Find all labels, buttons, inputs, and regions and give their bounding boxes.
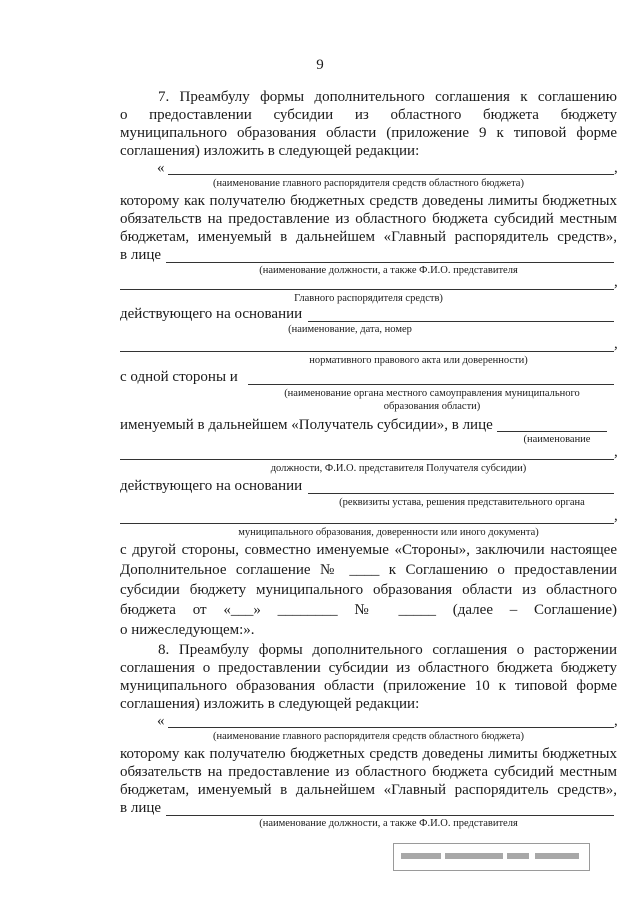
s8-fill-line-grbs (168, 727, 614, 728)
s7-fill-line-rekv (308, 493, 614, 494)
s7-fill-line-grbs2 (120, 289, 614, 290)
s7-fill-line-basis (308, 321, 614, 322)
s7-line-2: о предоставлении субсидии из областного бюджета бюджету (120, 107, 617, 123)
s8-line-2: соглашения о предоставлении субсидии из областного бюджета бюджету (120, 660, 617, 676)
s8-line-3: муниципального образования области (приложение 10 к типовой форме (120, 678, 617, 694)
s7-line-3: муниципального образования области (приложение 9 к типовой форме (120, 125, 617, 141)
s7-fill-line-rep (120, 459, 614, 460)
s8-body-3: бюджетам, именуемый в дальнейшем «Главный распорядитель средств», (120, 782, 617, 798)
s8-caption-grbs: (наименование главного распорядителя средств областного бюджета) (213, 731, 524, 742)
s7-comma-5: , (614, 508, 618, 524)
s7-fill-line-lsg (248, 384, 614, 385)
s7-comma-3: , (614, 336, 618, 352)
s7-caption-grbs2: Главного распорядителя средств) (294, 293, 443, 304)
s7-comma-2: , (614, 274, 618, 290)
s7-in-person: в лице (120, 247, 162, 263)
s7-body-1: которому как получателю бюджетных средств доведены лимиты бюджетных (120, 193, 617, 209)
stamp-marks-icon (395, 844, 588, 868)
s7-caption-rep: должности, Ф.И.О. представителя Получателя субсидии) (270, 463, 527, 474)
s7-line-4: соглашения) изложить в следующей редакции: (120, 143, 420, 159)
s8-fill-line-position (166, 815, 614, 816)
s8-line-4: соглашения) изложить в следующей редакции: (120, 696, 420, 712)
s7-other-side-4: бюджета от «___» ________ № _____ (далее – Соглашение) (120, 602, 617, 618)
s7-named-recipient: именуемый в дальнейшем «Получатель субсидии», в лице (120, 417, 493, 433)
s7-other-side-5: о нижеследующем:». (120, 622, 255, 638)
s8-body-2: обязательств на предоставление из областного бюджета субсидий местным (120, 764, 617, 780)
s7-body-2: обязательств на предоставление из областного бюджета субсидий местным (120, 211, 617, 227)
s8-line-1: 8. Преамбулу формы дополнительного соглашения о расторжении (158, 642, 617, 658)
s7-comma-1: , (614, 160, 618, 176)
s7-other-side-1: с другой стороны, совместно именуемые «Стороны», заключили настоящее (120, 542, 617, 558)
s7-body-3: бюджетам, именуемый в дальнейшем «Главный распорядитель средств», (120, 229, 617, 245)
s7-caption-grbs: (наименование главного распорядителя средств областного бюджета) (213, 178, 524, 189)
s8-open-quote: « (157, 713, 165, 729)
scan-stamp (393, 843, 590, 871)
s7-caption-lsg-1: (наименование органа местного самоуправления муниципального (284, 388, 580, 399)
s7-caption-naim: (наименование (523, 434, 591, 445)
s7-fill-line-mo-doc (120, 523, 614, 524)
s7-one-side: с одной стороны и (120, 369, 238, 385)
s7-open-quote: « (157, 160, 165, 176)
s7-acting-2: действующего на основании (120, 478, 303, 494)
s7-fill-line-recipient (497, 431, 607, 432)
s7-caption-mo-doc: муниципального образования, доверенности или иного документа) (238, 527, 539, 538)
s7-comma-4: , (614, 444, 618, 460)
s7-caption-npa: нормативного правового акта или доверенности) (309, 355, 528, 366)
s7-line-1: 7. Преамбулу формы дополнительного соглашения к соглашению (158, 89, 617, 105)
s7-acting: действующего на основании (120, 306, 303, 322)
s8-comma-1: , (614, 713, 618, 729)
s8-caption-position: (наименование должности, а также Ф.И.О. представителя (259, 818, 518, 829)
s7-other-side-3: субсидии бюджету муниципального образования области из областного (120, 582, 617, 598)
s7-caption-position: (наименование должности, а также Ф.И.О. представителя (259, 265, 518, 276)
s7-caption-lsg-2: образования области) (383, 401, 481, 412)
s7-other-side-2: Дополнительное соглашение № ____ к Соглашению о предоставлении (120, 562, 617, 578)
s7-caption-rekv: (реквизиты устава, решения представительного органа (339, 497, 585, 508)
s7-fill-line-npa (120, 351, 614, 352)
s8-in-person: в лице (120, 800, 162, 816)
s7-caption-name-date: (наименование, дата, номер (288, 324, 412, 335)
s7-fill-line-position (166, 262, 614, 263)
s7-fill-line-grbs (168, 174, 614, 175)
s8-body-1: которому как получателю бюджетных средств доведены лимиты бюджетных (120, 746, 617, 762)
page-number: 9 (316, 57, 324, 73)
